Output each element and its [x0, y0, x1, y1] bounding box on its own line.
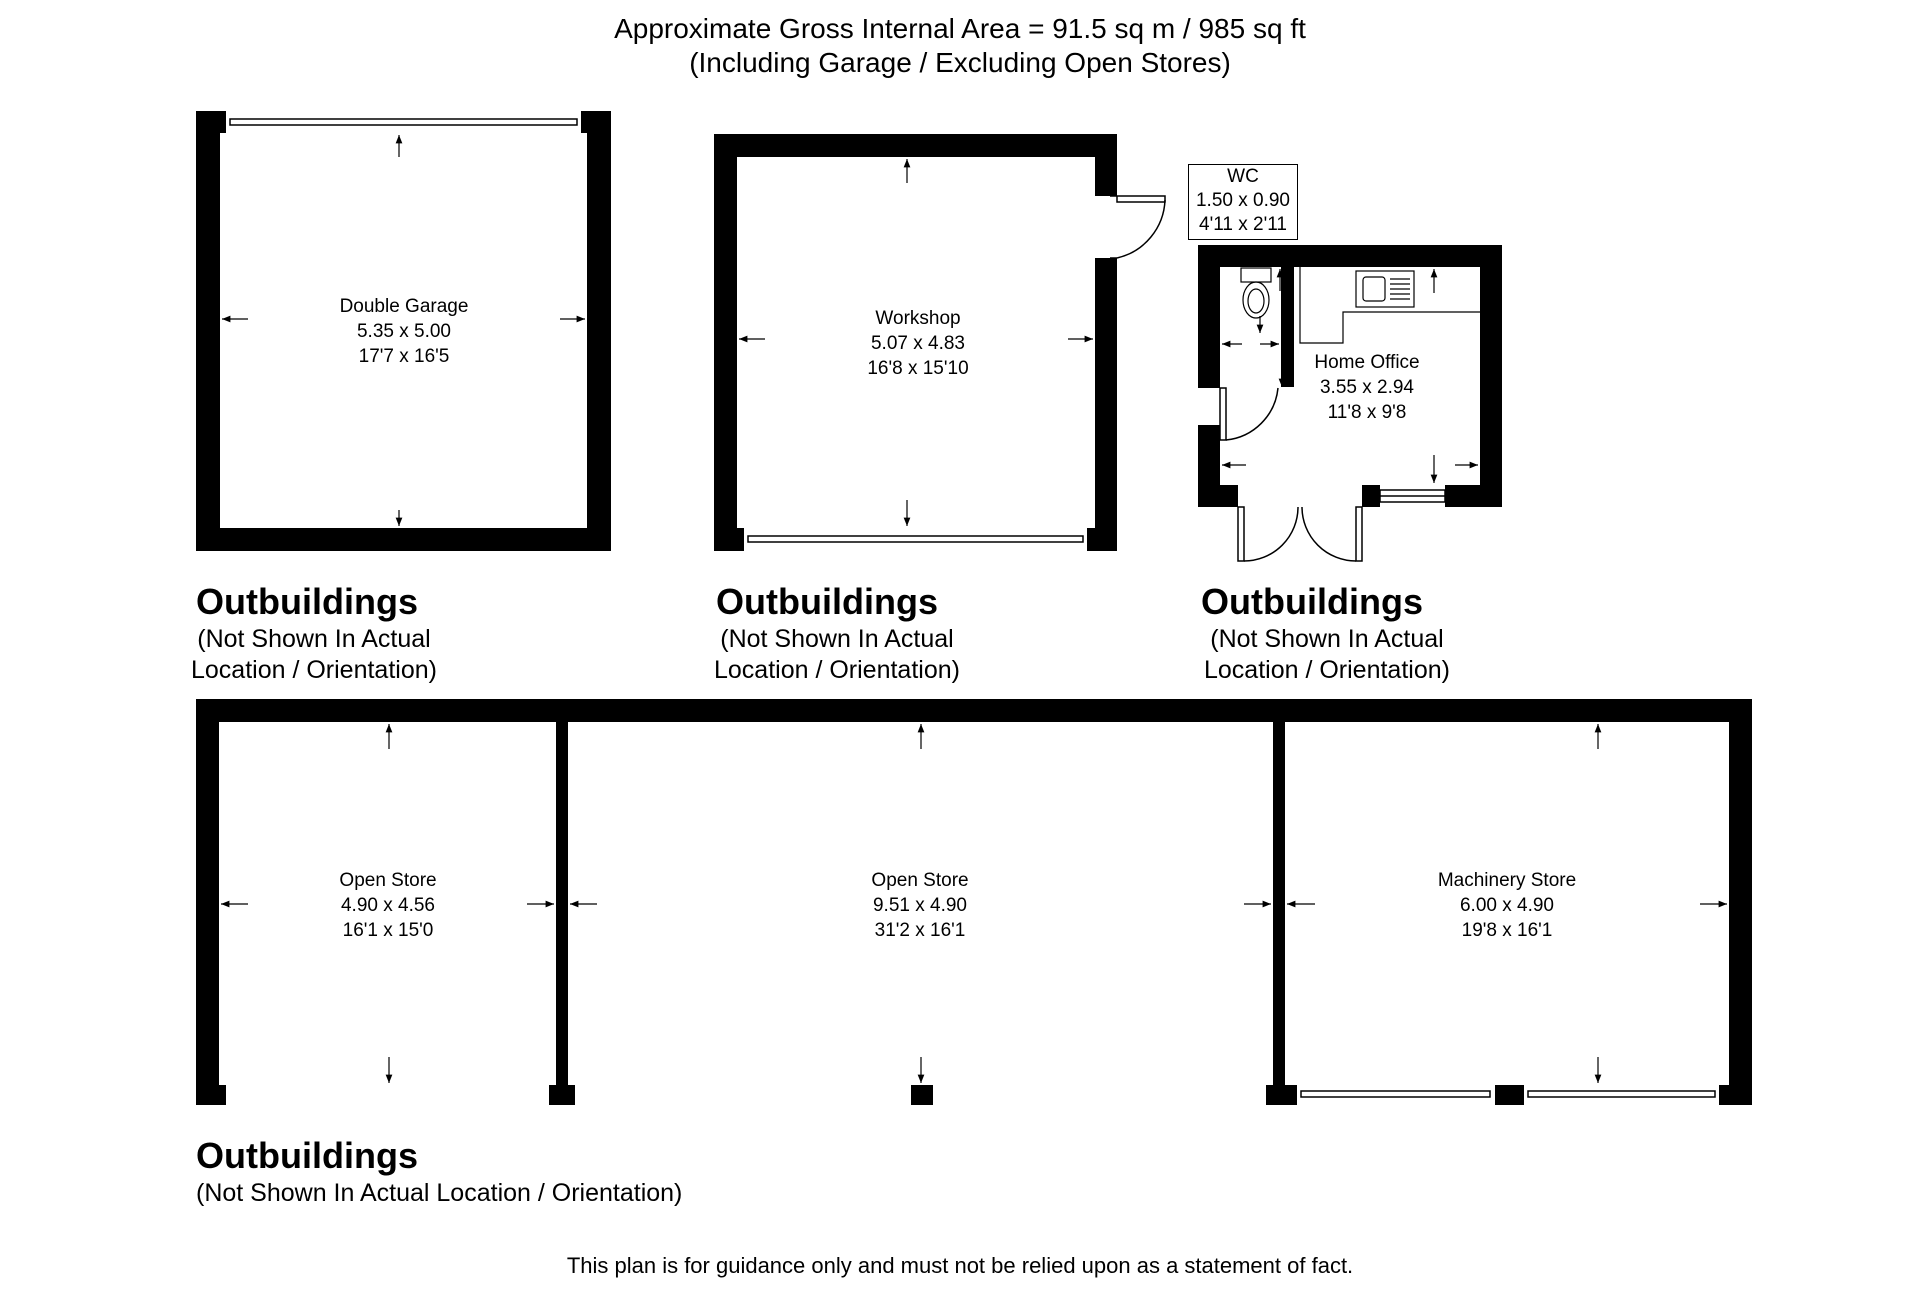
room-name: Machinery Store: [1437, 870, 1577, 891]
home-office-french-doors: [1238, 507, 1362, 561]
room-metric: 6.00 x 4.90: [1459, 895, 1555, 916]
room-metric: 5.35 x 5.00: [356, 321, 452, 342]
room-metric: 4.90 x 4.56: [340, 895, 436, 916]
room-imperial: 31'2 x 16'1: [874, 920, 966, 941]
room-label-open-store-1: [339, 868, 436, 943]
room-name: Home Office: [1314, 352, 1420, 373]
section-heading-stores: Outbuildings: [196, 1135, 418, 1176]
disclaimer: This plan is for guidance only and must not be relied upon as a statement of fact.: [566, 1253, 1354, 1278]
room-name: Double Garage: [339, 296, 469, 317]
home-office-window: [1380, 490, 1445, 502]
workshop-garage-door: [748, 536, 1083, 542]
note-line: Location / Orientation): [714, 656, 960, 684]
room-imperial: 4'11 x 2'11: [1199, 214, 1287, 235]
room-label-workshop: [867, 306, 968, 381]
section-note-garage: [191, 624, 437, 686]
kitchenette-counter: [1300, 267, 1480, 343]
section-heading-home-office: Outbuildings: [1201, 581, 1423, 622]
garage-door: [230, 119, 577, 125]
note-line: (Not Shown In Actual: [197, 625, 431, 653]
room-label-machinery-store: [1438, 868, 1576, 943]
room-imperial: 17'7 x 16'5: [358, 346, 450, 367]
room-name: Workshop: [875, 308, 961, 329]
room-imperial: 16'1 x 15'0: [342, 920, 434, 941]
room-metric: 9.51 x 4.90: [872, 895, 968, 916]
room-label-home-office: [1314, 350, 1419, 425]
note-line: (Not Shown In Actual: [1210, 625, 1444, 653]
room-imperial: 16'8 x 15'10: [867, 358, 969, 379]
section-heading-workshop: Outbuildings: [716, 581, 938, 622]
room-label-double-garage: [340, 294, 469, 369]
room-name: Open Store: [339, 870, 437, 891]
note-line: (Not Shown In Actual: [720, 625, 954, 653]
section-heading-garage: Outbuildings: [196, 581, 418, 622]
room-imperial: 19'8 x 16'1: [1461, 920, 1553, 941]
gross-area-note: (Including Garage / Excluding Open Stores): [689, 47, 1231, 78]
wc-door: [1220, 388, 1278, 440]
room-metric: 1.50 x 0.90: [1195, 190, 1291, 211]
section-note-home-office: [1204, 624, 1450, 686]
room-label-wc: [1188, 164, 1298, 240]
room-metric: 3.55 x 2.94: [1319, 377, 1415, 398]
wc-toilet-icon: [1241, 268, 1271, 318]
room-imperial: 11'8 x 9'8: [1327, 402, 1407, 423]
gross-area-heading: Approximate Gross Internal Area = 91.5 sq m / 985 sq ft: [614, 13, 1306, 44]
room-metric: 5.07 x 4.83: [870, 333, 966, 354]
note-line: Location / Orientation): [191, 656, 437, 684]
room-name: Open Store: [871, 870, 969, 891]
workshop-door: [1110, 196, 1165, 258]
room-name: WC: [1227, 166, 1259, 187]
section-note-stores: (Not Shown In Actual Location / Orientation): [196, 1179, 683, 1207]
note-line: Location / Orientation): [1204, 656, 1450, 684]
section-note-workshop: [714, 624, 960, 686]
room-label-open-store-2: [871, 868, 968, 943]
